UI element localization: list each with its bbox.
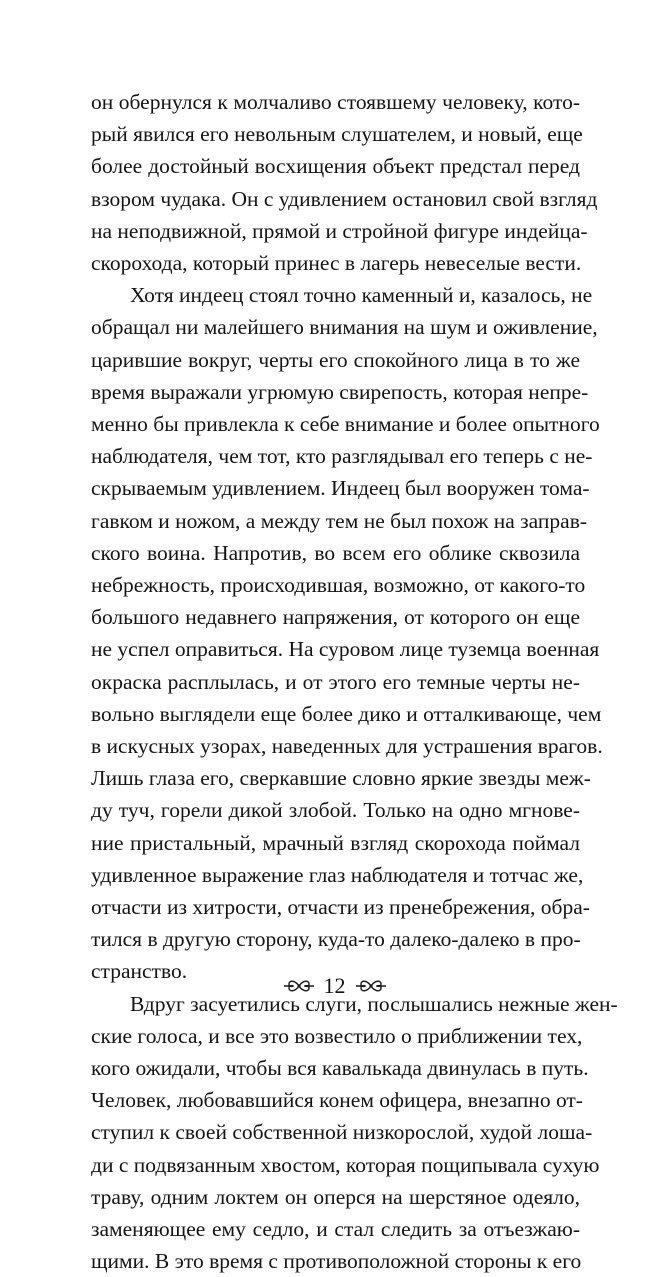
text-line: ду туч, горели дикой злобой. Только на одно мгнове-	[91, 798, 580, 823]
text-line: большого недавнего напряжения, от которого он еще	[91, 605, 580, 630]
text-line: скорохода, который принес в лагерь невеселые вести.	[91, 251, 582, 275]
text-line: взором чудака. Он с удивлением остановил свой взгляд	[91, 186, 598, 211]
text-line: на неподвижной, прямой и стройной фигуре индейца-	[91, 218, 588, 243]
text-line: ди с подвязанным хвостом, которая пощипывала сухую	[91, 1152, 600, 1177]
text-line: траву, одним локтем он оперся на шерстяное одеяло,	[91, 1184, 580, 1209]
fleuron-ornament-icon	[354, 975, 388, 997]
text-line: вольно выглядели еще более дико и отталкивающе, чем	[91, 701, 602, 726]
text-line: обращал ни малейшего внимания на шум и оживление,	[91, 315, 598, 340]
text-line: ского воина. Напротив, во всем его облике сквозила	[91, 540, 580, 565]
text-line: время выражали угрюмую свирепость, которая непре-	[91, 379, 589, 404]
text-line: тился в другую сторону, куда-то далеко-далеко в про-	[91, 927, 581, 952]
page-number: 12	[323, 973, 346, 998]
text-line: менно бы привлекла к себе внимание и более опытного	[91, 412, 600, 436]
text-line: царившие вокруг, черты его спокойного лица в то же	[91, 347, 580, 372]
text-line: небрежность, происходившая, возможно, от какого-то	[91, 573, 586, 597]
text-line: отчасти из хитрости, отчасти из пренебрежения, обра-	[91, 895, 590, 919]
text-line: Вдруг засуетились слуги, послышались нежные жен-	[130, 991, 618, 1016]
text-line: наблюдателя, чем тот, кто разглядывал его теперь с не-	[91, 444, 593, 469]
text-line: ступил к своей собственной низкорослой, худой лоша-	[91, 1120, 593, 1145]
text-line: заменяющее ему седло, и стал следить за отъезжаю-	[91, 1217, 580, 1241]
text-line: щими. В это время с противоположной стороны к его	[91, 1249, 582, 1274]
page-footer	[0, 969, 669, 1003]
text-line: окраска расплылась, и от этого его темные черты не-	[91, 669, 580, 694]
text-line: гавком и ножом, а между тем не был похож на заправ-	[91, 508, 588, 533]
text-line: Человек, любовавшийся конем офицера, внезапно от-	[91, 1088, 583, 1113]
text-line: рый явился его невольным слушателем, и новый, еще	[91, 122, 583, 147]
text-line: Хотя индеец стоял точно каменный и, казалось, не	[130, 283, 593, 308]
text-line: в искусных узорах, наведенных для устрашения врагов.	[91, 734, 603, 758]
text-line: более достойный восхищения объект предстал перед	[91, 154, 580, 179]
text-line: кого ожидали, чтобы вся кавалькада двинулась в путь.	[91, 1056, 589, 1080]
fleuron-ornament-icon	[282, 975, 316, 997]
text-line: удивленное выражение глаз наблюдателя и тотчас же,	[91, 862, 584, 887]
text-line: ние пристальный, мрачный взгляд скорохода поймал	[91, 830, 580, 855]
text-line: ские голоса, и все это возвестило о приближении тех,	[91, 1023, 583, 1048]
text-line: Лишь глаза его, сверкавшие словно яркие звезды меж-	[91, 766, 591, 791]
text-line: странство.	[91, 959, 188, 984]
text-line: он обернулся к молчаливо стоявшему человеку, кото-	[91, 90, 580, 114]
text-line: не успел оправиться. На суровом лице туземца военная	[91, 637, 600, 662]
text-line: скрываемым удивлением. Индеец был вооружен тома-	[91, 476, 590, 501]
